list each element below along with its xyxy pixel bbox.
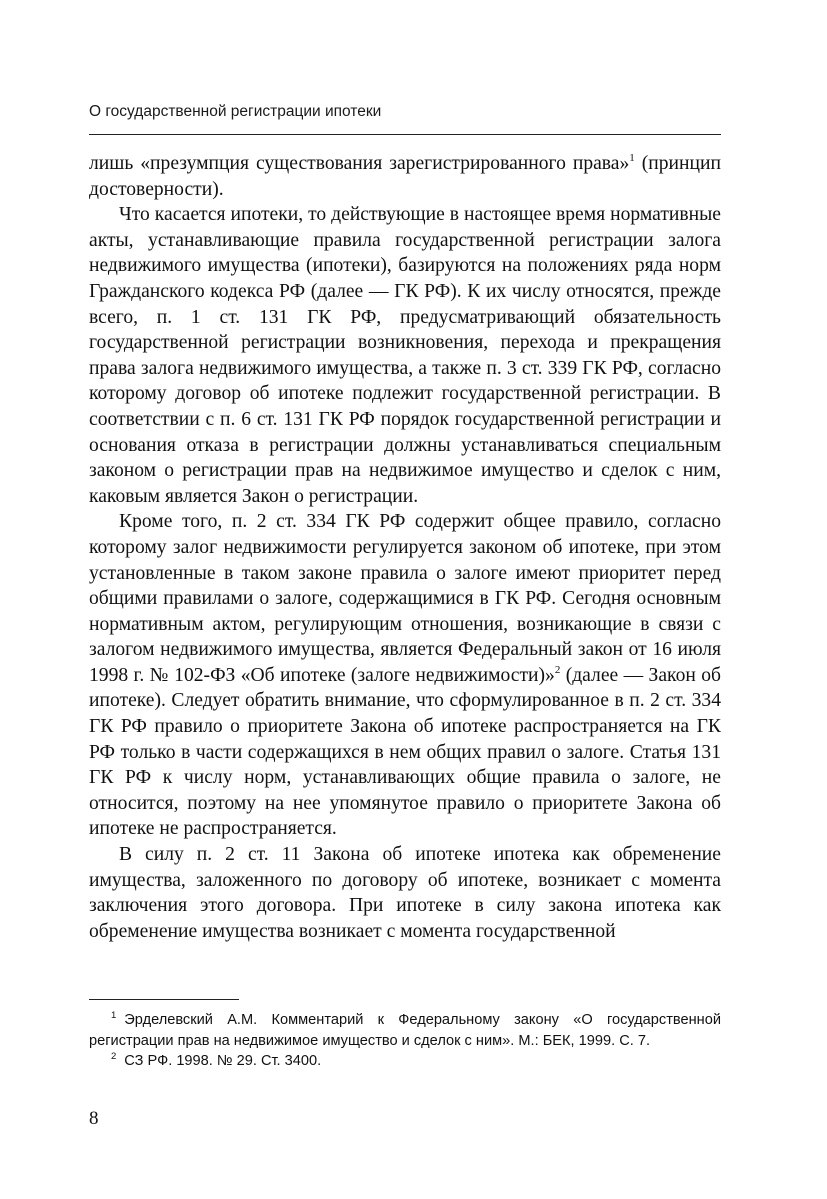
footnote-2-text: СЗ РФ. 1998. № 29. Ст. 3400. xyxy=(124,1053,322,1070)
footnote-2 xyxy=(89,1051,721,1072)
header-rule xyxy=(89,134,721,135)
paragraph-1 xyxy=(89,151,721,202)
footnote-1 xyxy=(89,1010,721,1051)
main-text xyxy=(89,151,721,944)
paragraph-3-tail: (далее — Закон об ипотеке). Следует обратить внимание, что сформулированное в п. 2 ст. 334 ГК РФ правило о приоритете Закона об ипотеке распространяется на ГК РФ только в части содержащихся в нем общих правил о залоге. Статья 131 ГК РФ к числу норм, устанавливающих общие правила о залоге, не относится, поэтому на нее упомянутое правило о приоритете Закона об ипотеке не распространяется. xyxy=(89,664,721,840)
paragraph-3-text: Кроме того, п. 2 ст. 334 ГК РФ содержит общее правило, согласно которому залог недвижимости регулируется законом об ипотеке, при этом установленные в таком законе правила о залоге имеют приоритет перед общими правилами о залоге, содержащимися в ГК РФ. Сегодня основным нормативным актом, регулирующим отношения, возникающие в связи с залогом недвижимого имущества, является Федеральный закон от 16 июля 1998 г. № 102-ФЗ «Об ипотеке (залоге недвижимости)» xyxy=(89,511,721,686)
footnote-ref-1: 1 xyxy=(629,152,635,164)
page-number: 8 xyxy=(89,1108,99,1129)
footnote-2-mark: 2 xyxy=(111,1051,117,1063)
paragraph-3 xyxy=(89,509,721,842)
footnote-rule xyxy=(89,999,239,1000)
footnote-1-text: Эрделевский А.М. Комментарий к Федеральному закону «О государственной регистрации прав на недвижимое имущество и сделок с ним». М.: БЕК, 1999. С. 7. xyxy=(89,1012,721,1049)
running-title: О государственной регистрации ипотеки xyxy=(89,103,382,120)
paragraph-1-text: лишь «презумпция существования зарегистрированного права» xyxy=(89,153,630,174)
footnotes xyxy=(89,1010,721,1072)
paragraph-4: В силу п. 2 ст. 11 Закона об ипотеке ипотека как обременение имущества, заложенного по договору об ипотеке, возникает с момента заключения этого договора. При ипотеке в силу закона ипотека как обременение имущества возникает с момента государственной xyxy=(89,844,721,942)
footnote-1-mark: 1 xyxy=(111,1010,117,1021)
footnote-ref-2: 2 xyxy=(554,663,561,676)
paragraph-2: Что касается ипотеки, то действующие в настоящее время нормативные акты, устанавливающие правила государственной регистрации залога недвижимого имущества (ипотеки), базируются на положениях ряда норм Гражданского кодекса РФ (далее — ГК РФ). К их числу относятся, прежде всего, п. 1 ст. 131 ГК РФ, предусматривающий обязательность государственной регистрации возникновения, перехода и прекращения права залога недвижимого имущества, а также п. 3 ст. 339 ГК РФ, согласно которому договор об ипотеке подлежит государственной регистрации. В соответствии с п. 6 ст. 131 ГК РФ порядок государственной регистрации и основания отказа в регистрации должны устанавливаться специальным законом о регистрации прав на недвижимое имущество и сделок с ним, каковым является Закон о регистрации. xyxy=(89,204,721,507)
paragraph-1-tail: (принцип достоверности). xyxy=(89,153,721,200)
